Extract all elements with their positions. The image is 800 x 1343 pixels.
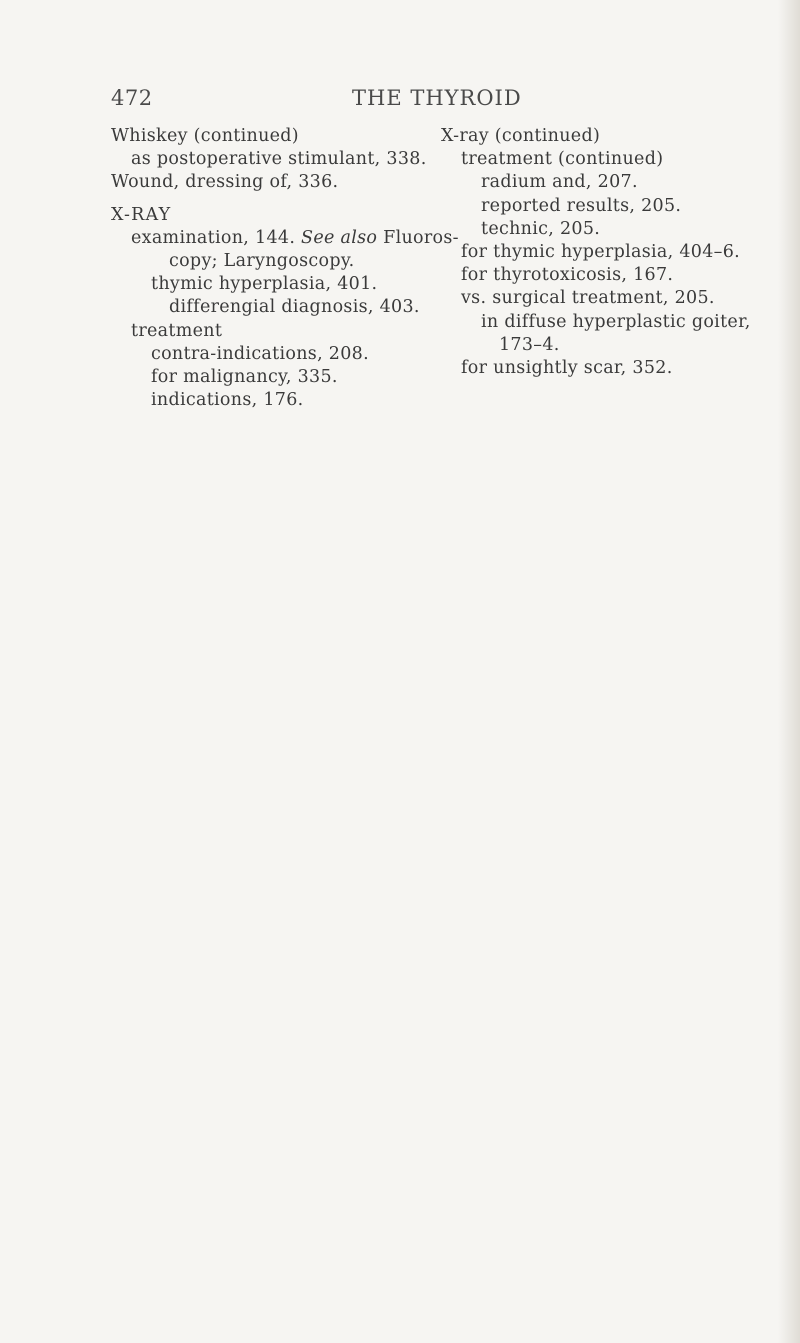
index-subentry-for-unsightly-scar: for unsightly scar, 352. <box>461 358 673 379</box>
index-subentry-postoperative-stimulant: as postoperative stimulant, 338. <box>131 149 427 170</box>
see-also-reference: See also <box>301 227 378 248</box>
index-column-right <box>441 125 791 380</box>
index-subentry-for-thymic-hyperplasia: for thymic hyperplasia, 404–6. <box>461 242 740 263</box>
index-subentry-technic: technic, 205. <box>481 218 601 239</box>
index-column-left <box>111 125 459 412</box>
index-subentry-indications: indications, 176. <box>151 390 304 411</box>
index-entry-wound-dressing: Wound, dressing of, 336. <box>111 172 339 193</box>
index-subentry-radium-and: radium and, 207. <box>481 172 638 193</box>
index-subentry-reported-results: reported results, 205. <box>481 195 682 216</box>
index-subentry-in-diffuse-goiter: in diffuse hyperplastic goiter, <box>481 311 751 332</box>
index-subentry-examination-continued: copy; Laryngoscopy. <box>169 251 355 272</box>
running-title: THE THYROID <box>352 86 522 110</box>
index-subentry-in-diffuse-goiter-pages: 173–4. <box>499 334 560 355</box>
index-subentry-contra-indications: contra-indications, 208. <box>151 343 369 364</box>
running-header <box>0 86 800 114</box>
index-entry-xray-continued: X-ray (continued) <box>441 126 601 146</box>
examination-crossref: Fluoros- <box>377 227 459 248</box>
index-subentry-thymic-hyperplasia: thymic hyperplasia, 401. <box>151 274 378 295</box>
index-subentry-treatment-continued: treatment (continued) <box>461 149 664 170</box>
index-subentry-differential-diagnosis: differengial diagnosis, 403. <box>169 297 420 318</box>
examination-text: examination, 144. <box>131 227 302 248</box>
index-heading-xray: X-RAY <box>111 204 172 225</box>
index-subentry-treatment: treatment <box>131 320 223 341</box>
page-number: 472 <box>111 86 153 110</box>
index-subentry-vs-surgical-treatment: vs. surgical treatment, 205. <box>461 288 715 309</box>
index-subentry-for-thyrotoxicosis: for thyrotoxicosis, 167. <box>461 265 674 286</box>
index-subentry-for-malignancy: for malignancy, 335. <box>151 367 338 388</box>
index-subentry-examination <box>111 227 459 250</box>
index-entry-whiskey-continued: Whiskey (continued) <box>111 126 299 146</box>
